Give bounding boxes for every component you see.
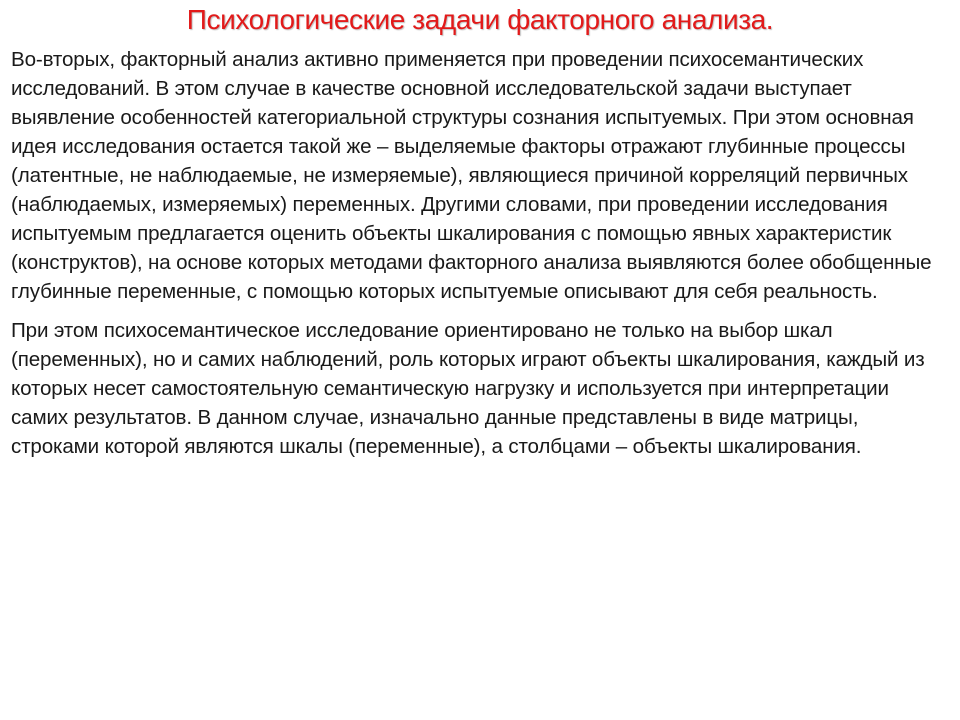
slide-body [11, 45, 943, 461]
paragraph-1: Во-вторых, факторный анализ активно применяется при проведении психосемантических исследований. В этом случае в качестве основной исследовательской задачи выступает выявление особенностей категориальной структуры сознания испытуемых. При этом основная идея исследования остается такой же – выделяемые факторы отражают глубинные процессы (латентные, не наблюдаемые, не измеряемые), являющиеся причиной корреляций первичных (наблюдаемых, измеряемых) переменных. Другими словами, при проведении исследования испытуемым предлагается оценить объекты шкалирования с помощью явных характеристик (конструктов), на основе которых методами факторного анализа выявляются более обобщенные глубинные переменные, с помощью которых испытуемые описывают для себя реальность. [11, 48, 932, 303]
paragraph-2: При этом психосемантическое исследование ориентировано не только на выбор шкал (переменных), но и самих наблюдений, роль которых играют объекты шкалирования, каждый из которых несет самостоятельную семантическую нагрузку и используется при интерпретации самих результатов. В данном случае, изначально данные представлены в виде матрицы, строками которой являются шкалы (переменные), а столбцами – объекты шкалирования. [11, 319, 925, 458]
slide-title: Психологические задачи факторного анализа. [186, 4, 774, 35]
